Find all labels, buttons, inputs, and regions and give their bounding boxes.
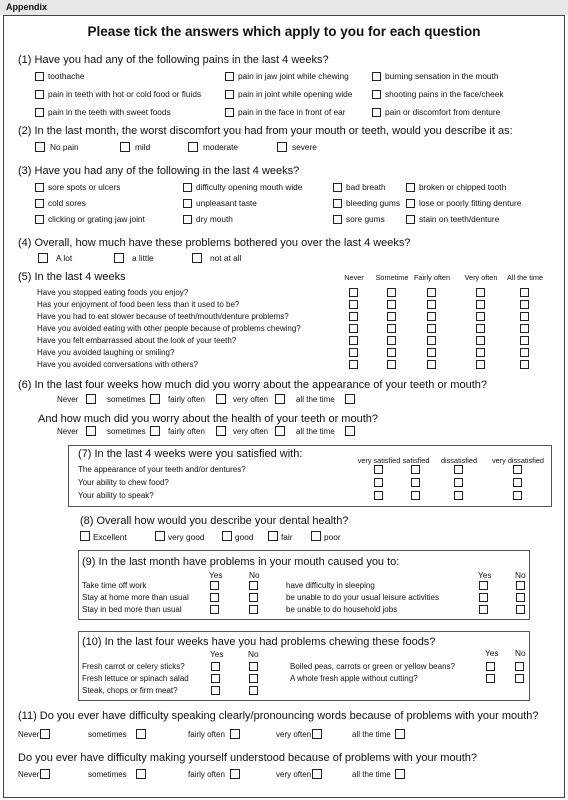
q7-checkbox[interactable] [513,491,522,500]
q5-checkbox[interactable] [387,348,396,357]
q1-checkbox[interactable] [35,90,44,99]
q10-checkbox[interactable] [486,662,495,671]
q5-checkbox[interactable] [387,324,396,333]
q10-no-header: No [515,648,526,658]
q8-option: good [235,532,254,542]
q1-checkbox[interactable] [225,108,234,117]
q10-right-item: A whole fresh apple without cutting? [290,674,418,683]
q7-item: The appearance of your teeth and/or dentures? [78,465,246,474]
q2-option: No pain [50,142,79,152]
q6-checkbox[interactable] [86,394,96,404]
q9-yes-header: Yes [478,570,492,580]
q2-option: mild [135,142,151,152]
q9-checkbox[interactable] [210,593,219,602]
q5-item: Have you had to eat slower because of teeth/mouth/denture problems? [37,312,289,321]
q5-checkbox[interactable] [427,336,436,345]
q2-question: (2) In the last month, the worst discomfort you had from your mouth or teeth, would you describe it as: [18,125,513,137]
q6-option: all the time [296,427,335,436]
q11-option: all the time [352,730,391,739]
q9-checkbox[interactable] [479,593,488,602]
q3-option: cold sores [48,198,86,208]
q9-checkbox[interactable] [249,581,258,590]
q8-checkbox[interactable] [155,531,165,541]
q3-option: bad breath [346,182,386,192]
q5-checkbox[interactable] [476,348,485,357]
q5-checkbox[interactable] [520,360,529,369]
q10-question: (10) In the last four weeks have you had problems chewing these foods? [82,636,436,648]
q9-no-header: No [249,570,260,580]
q11-option: sometimes [88,730,127,739]
q9-right-item: have difficulty in sleeping [286,581,375,590]
q11-option: fairly often [188,730,225,739]
q10-checkbox[interactable] [211,662,220,671]
q11-option: very often [276,730,312,739]
q5-item: Has your enjoyment of food been less than it used to be? [37,300,240,309]
q5-checkbox[interactable] [387,300,396,309]
q11-question-2: Do you ever have difficulty making yourself understood because of problems with your mouth? [18,752,477,764]
appendix-label: Appendix [0,0,568,15]
q7-checkbox[interactable] [374,478,383,487]
q11-checkbox[interactable] [230,729,240,739]
q5-checkbox[interactable] [349,300,358,309]
q3-option: sore spots or ulcers [48,182,121,192]
q7-checkbox[interactable] [374,491,383,500]
q8-checkbox[interactable] [80,531,90,541]
q6-checkbox[interactable] [150,394,160,404]
q1-checkbox[interactable] [372,108,381,117]
q1-checkbox[interactable] [35,108,44,117]
q3-option: sore gums [346,214,385,224]
q11-checkbox[interactable] [136,729,146,739]
q6-checkbox[interactable] [275,426,285,436]
q3-option: dry mouth [196,214,233,224]
q8-option: Excellent [93,532,127,542]
q3-checkbox[interactable] [183,199,192,208]
q5-checkbox[interactable] [349,288,358,297]
q9-checkbox[interactable] [479,581,488,590]
q8-question: (8) Overall how would you describe your dental health? [80,515,349,527]
q10-checkbox[interactable] [515,662,524,671]
q3-checkbox[interactable] [35,215,44,224]
q6-checkbox[interactable] [86,426,96,436]
q2-checkbox[interactable] [120,142,130,152]
q10-checkbox[interactable] [249,686,258,695]
q4-option: a little [132,253,154,263]
q4-checkbox[interactable] [192,253,202,263]
q10-checkbox[interactable] [515,674,524,683]
q7-checkbox[interactable] [454,491,463,500]
q8-checkbox[interactable] [311,531,321,541]
q11-option: all the time [352,770,391,779]
q6-option: fairly often [168,427,205,436]
q5-checkbox[interactable] [349,348,358,357]
q8-checkbox[interactable] [268,531,278,541]
q5-checkbox[interactable] [349,312,358,321]
q9-checkbox[interactable] [479,605,488,614]
q11-checkbox[interactable] [312,769,322,779]
q11-option: sometimes [88,770,127,779]
q5-checkbox[interactable] [520,336,529,345]
q5-checkbox[interactable] [349,360,358,369]
q10-yes-header: Yes [210,649,224,659]
q1-option: pain in joint while opening wide [238,89,353,99]
q11-checkbox[interactable] [136,769,146,779]
q5-scale-header: Very often [464,273,498,282]
q7-scale-header: dissatisfied [440,456,478,465]
q10-yes-header: Yes [485,648,499,658]
q7-checkbox[interactable] [411,465,420,474]
q5-checkbox[interactable] [476,360,485,369]
q5-item: Have you avoided eating with other people because of problems chewing? [37,324,301,333]
q6-option: very often [233,395,269,404]
q3-checkbox[interactable] [333,183,342,192]
q10-checkbox[interactable] [249,662,258,671]
q3-option: clicking or grating jaw joint [48,214,145,224]
q3-checkbox[interactable] [333,199,342,208]
q3-checkbox[interactable] [35,199,44,208]
q1-option: pain in teeth with hot or cold food or fluids [48,89,202,99]
q7-question: (7) In the last 4 weeks were you satisfied with: [78,448,303,460]
q7-item: Your ability to chew food? [78,478,169,487]
q6-checkbox[interactable] [345,394,355,404]
q6-option: fairly often [168,395,205,404]
q9-checkbox[interactable] [516,581,525,590]
q8-checkbox[interactable] [222,531,232,541]
q9-left-item: Stay at home more than usual [82,593,189,602]
q9-right-item: be unable to do household jobs [286,605,398,614]
q6-option: sometimes [107,395,146,404]
form-title: Please tick the answers which apply to you for each question [87,24,481,39]
q5-scale-header: All the time [506,273,544,282]
q4-question: (4) Overall, how much have these problems bothered you over the last 4 weeks? [18,237,411,249]
q7-checkbox[interactable] [411,491,420,500]
q9-yes-header: Yes [209,570,223,580]
q5-checkbox[interactable] [349,324,358,333]
q5-item: Have you felt embarrassed about the look of your teeth? [37,336,237,345]
q10-left-item: Fresh carrot or celery sticks? [82,662,185,671]
q6-option: Never [57,427,79,436]
q5-checkbox[interactable] [476,336,485,345]
q5-scale-header: Sometime [375,273,409,282]
q11-checkbox[interactable] [40,769,50,779]
q2-checkbox[interactable] [35,142,45,152]
q3-checkbox[interactable] [35,183,44,192]
q5-checkbox[interactable] [427,360,436,369]
q10-right-item: Boiled peas, carrots or green or yellow beans? [290,662,455,671]
q6-checkbox[interactable] [150,426,160,436]
q5-checkbox[interactable] [427,312,436,321]
q6-option: all the time [296,395,335,404]
q3-checkbox[interactable] [406,199,415,208]
q1-checkbox[interactable] [225,72,234,81]
q5-checkbox[interactable] [387,288,396,297]
q11-question: (11) Do you ever have difficulty speaking clearly/pronouncing words because of problems with your mouth? [18,710,539,722]
q11-option: very often [276,770,312,779]
q3-option: broken or chipped tooth [419,182,507,192]
q9-checkbox[interactable] [249,605,258,614]
q9-checkbox[interactable] [516,605,525,614]
q7-scale-header: very dissatisfied [492,456,544,465]
q9-left-item: Take time off work [82,581,147,590]
q6-checkbox[interactable] [345,426,355,436]
q11-checkbox[interactable] [312,729,322,739]
q1-checkbox[interactable] [372,90,381,99]
q9-checkbox[interactable] [210,581,219,590]
q5-item: Have you avoided conversations with others? [37,360,198,369]
q5-checkbox[interactable] [520,324,529,333]
q6-question-2: And how much did you worry about the health of your teeth or mouth? [38,413,378,425]
q5-item: Have you stopped eating foods you enjoy? [37,288,189,297]
q5-checkbox[interactable] [476,312,485,321]
q3-checkbox[interactable] [406,215,415,224]
q10-left-item: Fresh lettuce or spinach salad [82,674,189,683]
q9-checkbox[interactable] [210,605,219,614]
q3-checkbox[interactable] [333,215,342,224]
q8-option: fair [281,532,293,542]
q10-checkbox[interactable] [211,674,220,683]
q11-checkbox[interactable] [40,729,50,739]
q5-item: Have you avoided laughing or smiling? [37,348,175,357]
q7-item: Your ability to speak? [78,491,154,500]
q3-option: lose or poorly fitting denture [419,198,522,208]
q1-checkbox[interactable] [372,72,381,81]
q2-option: moderate [203,142,239,152]
q7-checkbox[interactable] [454,465,463,474]
q5-checkbox[interactable] [427,300,436,309]
q5-checkbox[interactable] [427,288,436,297]
q11-option: fairly often [188,770,225,779]
q1-option: pain in the teeth with sweet foods [48,107,171,117]
q7-checkbox[interactable] [513,465,522,474]
q9-question: (9) In the last month have problems in your mouth caused you to: [82,556,400,568]
q5-scale-header: Fairly often [413,273,451,282]
q11-checkbox[interactable] [395,769,405,779]
q10-left-item: Steak, chops or firm meat? [82,686,178,695]
q6-option: sometimes [107,427,146,436]
q11-option: Never [18,730,40,739]
q10-checkbox[interactable] [486,674,495,683]
q7-checkbox[interactable] [374,465,383,474]
q5-checkbox[interactable] [387,336,396,345]
q10-no-header: No [248,649,259,659]
q1-option: shooting pains in the face/cheek [385,89,504,99]
q1-checkbox[interactable] [35,72,44,81]
q5-checkbox[interactable] [520,288,529,297]
q11-checkbox[interactable] [230,769,240,779]
q11-checkbox[interactable] [395,729,405,739]
q3-checkbox[interactable] [183,215,192,224]
q1-checkbox[interactable] [225,90,234,99]
q5-checkbox[interactable] [520,300,529,309]
q5-checkbox[interactable] [427,324,436,333]
q6-checkbox[interactable] [216,426,226,436]
q5-checkbox[interactable] [476,288,485,297]
q1-option: burning sensation in the mouth [385,71,499,81]
q11-option: Never [18,770,40,779]
q9-checkbox[interactable] [249,593,258,602]
q6-checkbox[interactable] [216,394,226,404]
q3-option: bleeding gums [346,198,400,208]
q10-checkbox[interactable] [211,686,220,695]
q4-option: A lot [56,253,73,263]
q8-option: very good [168,532,205,542]
q5-checkbox[interactable] [387,360,396,369]
q5-checkbox[interactable] [427,348,436,357]
q2-checkbox[interactable] [188,142,198,152]
q5-checkbox[interactable] [520,312,529,321]
q5-checkbox[interactable] [349,336,358,345]
q5-checkbox[interactable] [476,324,485,333]
q2-option: severe [292,142,317,152]
q5-checkbox[interactable] [387,312,396,321]
q10-checkbox[interactable] [249,674,258,683]
q7-scale-header: very satisfied [357,456,401,465]
q1-option: pain or discomfort from denture [385,107,501,117]
q7-checkbox[interactable] [513,478,522,487]
q6-option: Never [57,395,79,404]
q7-checkbox[interactable] [411,478,420,487]
q6-checkbox[interactable] [275,394,285,404]
q6-option: very often [233,427,269,436]
q8-option: poor [324,532,341,542]
q4-option: not at all [210,253,242,263]
q1-option: toothache [48,71,85,81]
q9-checkbox[interactable] [516,593,525,602]
q2-checkbox[interactable] [277,142,287,152]
q3-option: unpleasant taste [196,198,257,208]
q3-option: stain on teeth/denture [419,214,500,224]
q3-checkbox[interactable] [183,183,192,192]
q7-checkbox[interactable] [454,478,463,487]
q1-option: pain in the face in front of ear [238,107,346,117]
q7-scale-header: satisfied [402,456,430,465]
q9-left-item: Stay in bed more than usual [82,605,182,614]
q9-right-item: be unable to do your usual leisure activities [286,593,439,602]
q3-question: (3) Have you had any of the following in the last 4 weeks? [18,165,300,177]
q4-checkbox[interactable] [114,253,124,263]
q5-checkbox[interactable] [476,300,485,309]
q1-option: pain in jaw joint while chewing [238,71,349,81]
q5-scale-header: Never [344,273,364,282]
q1-question: (1) Have you had any of the following pains in the last 4 weeks? [18,54,329,66]
q3-checkbox[interactable] [406,183,415,192]
q5-checkbox[interactable] [520,348,529,357]
q3-option: difficulty opening mouth wide [196,182,303,192]
q9-no-header: No [515,570,526,580]
q4-checkbox[interactable] [38,253,48,263]
q5-question: (5) In the last 4 weeks [18,271,126,283]
q6-question: (6) In the last four weeks how much did you worry about the appearance of your teeth or mouth? [18,379,487,391]
